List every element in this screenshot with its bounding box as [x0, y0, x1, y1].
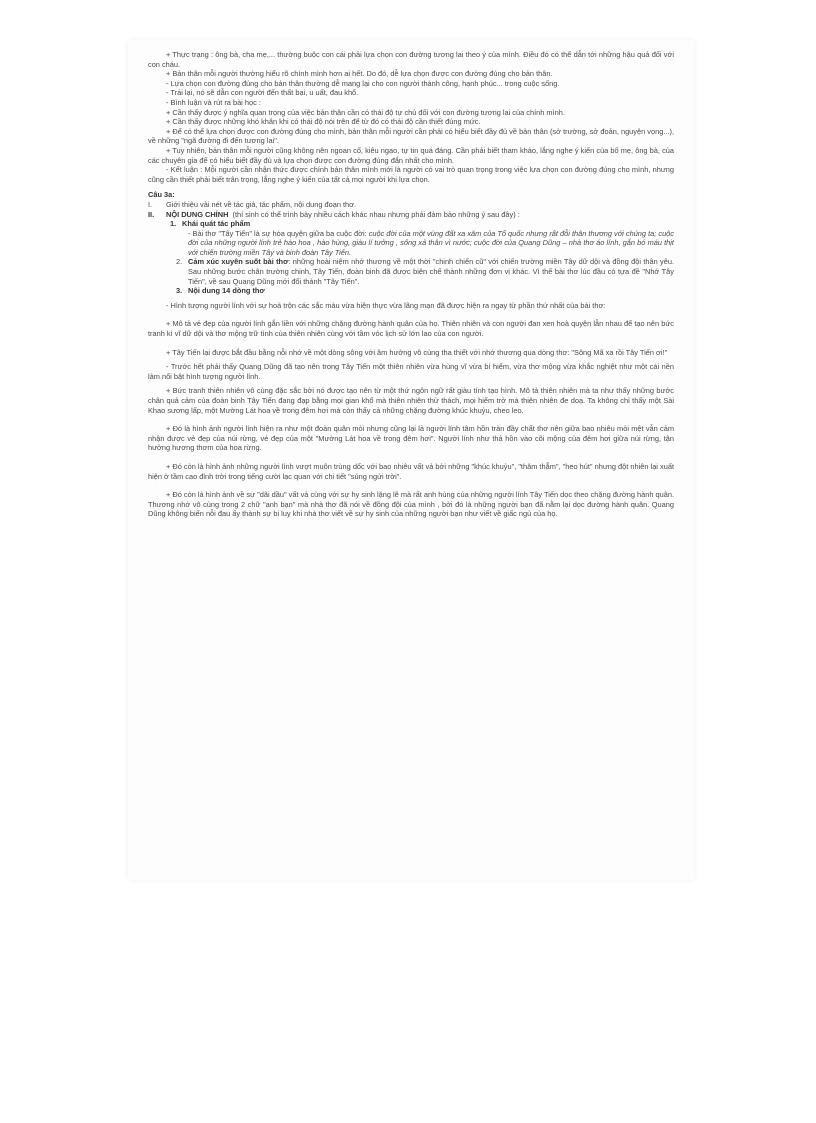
list-item [176, 286, 674, 296]
item-title: Khái quát tác phẩm [182, 219, 251, 229]
paragraph: - Lựa chọn con đường đúng cho bản thân thường dễ mang lại cho con người thành công, hạnh phúc... trong cuộc sống. [166, 78, 560, 88]
item-body [188, 257, 674, 286]
numbered-list [170, 219, 674, 229]
paragraph: + Đó còn là hình ảnh những người lính vượt muôn trùng dốc với bao nhiêu vất vả bởi những "khúc khuỷu", "thăm thẳm", "heo hút" nhưng đột nhiên lại xuất hiện ở tầm cao đỉnh trời trong tiếng cười lạc quan với chi tiết "súng ngửi trời". [148, 461, 674, 481]
paragraph: + Bản thân mỗi người thường hiểu rõ chính mình hơn ai hết. Do đó, dễ lựa chọn được con đường đúng cho bản thân. [166, 69, 553, 79]
paragraph: - Trước hết phải thấy Quang Dũng đã tạo nên trong Tây Tiến một thiên nhiên vừa hùng vĩ vừa bí hiểm, vừa thơ mộng vừa khắc nghiệt như một cái nền làm nổi bật hình tượng người lính. [148, 362, 674, 381]
section-number: I. [148, 199, 153, 209]
paragraph: + Tuy nhiên, bản thân mỗi người cũng không nên ngoan cố, kiêu ngạo, tự tin quá đáng. Cần phải biết tham khảo, lắng nghe ý kiến của bố mẹ, ông bà, của các chuyên gia để có hiểu biết đầy đủ và lựa chọn được con đường đúng đắn nhất cho mình. [148, 145, 674, 165]
document-body [148, 50, 674, 519]
question-heading: Câu 3a: [148, 190, 175, 200]
section-number: II. [148, 209, 155, 219]
item-body [188, 229, 674, 258]
paragraph: - Trái lại, nó sẽ dẫn con người đến thất bại, u uất, đau khổ. [166, 88, 359, 98]
list-item [170, 219, 674, 229]
paragraph: + Đó là hình ảnh người lính hiện ra như một đoàn quân mỏi nhưng cũng lại là người lính tâm hồn tràn đầy chất thơ nên giữa bao nhiêu mỏi mệt vẫn cảm nhận được vẻ đẹp của núi rừng, vẻ đẹp của một "Mường Lát hoa về trong đêm hơi". Người lính như thả hồn vào cõi mộng của đêm hơi giữa núi rừng, tận hưởng hương thơm của hoa rừng. [148, 424, 674, 453]
list-item [176, 257, 674, 286]
document-page [128, 40, 694, 880]
item-number: 1. [170, 219, 177, 229]
paragraph: + Cần thấy được những khó khăn khi có thái độ nói trên để từ đó có thái độ cần thiết đúng mức. [166, 117, 481, 127]
paragraph: + Cần thấy được ý nghĩa quan trọng của việc bản thân cần có thái độ tự chủ đối với con đường tương lai của chính mình. [166, 107, 565, 117]
section-main [148, 210, 674, 220]
section-title: NỘI DUNG CHÍNH [166, 209, 229, 219]
item-text: : những hoài niệm nhớ thương về một thời "chinh chiến cũ" với chiến trường miền Tây dữ dội và đồng đội thân yêu. Sau những bước chân trường chinh, Tây Tiến, đoàn binh đã được biên chế thành những đơn vị khác. Vì thế bài thơ lúc đầu có tựa đề "Nhớ Tây Tiến", về sau Quang Dũng mới đổi thành "Tây Tiến". [188, 257, 675, 286]
paragraph: - Kết luận : Mỗi người cần nhận thức được chính bản thân mình mới là người có vai trò quan trọng trong việc lựa chọn con đường đúng cho mình, nhưng cũng cần thiết phải biết trân trọng, lắng nghe ý kiến của tất cả mọi người khi lựa chọn. [148, 165, 674, 184]
item-italic-text: cuộc đời của một vùng đất xa xăm của Tổ quốc nhưng rất đỗi thân thương với chúng ta; cuộc đời của những người lính trẻ hào hoa , hào hùng, giàu lí tưởng , sống xả thân vì nước; cuộc đời của Quang Dũng – nhà thơ áo lính, gắn bó máu thịt với chiến trường miền Tây và binh đoàn Tây Tiến. [188, 228, 674, 257]
item-number: 3. [176, 286, 183, 296]
paragraph: - Bình luận và rút ra bài học : [166, 97, 261, 107]
paragraph: - Hình tượng người lính với sự hoà trộn các sắc màu vừa hiện thực vừa lãng mạn đã được hiện ra ngay từ phần thứ nhất của bài thơ: [166, 300, 606, 310]
paragraph: + Để có thể lựa chọn được con đường đúng cho mình, bản thân mỗi người cần phải có hiểu biết đầy đủ về bản thân (sở trường, sở đoản, nguyện vọng...), về những "ngã đường đi đến tương lai". [148, 126, 674, 146]
item-title: Nội dung 14 dòng thơ [188, 286, 265, 296]
numbered-list-body [176, 229, 674, 296]
item-number: 2. [176, 257, 183, 267]
paragraph: + Đó còn là hình ảnh về sự "dãi dầu" vất vả cùng với sự hy sinh lặng lẽ mà rất anh hùng của những người lính Tây Tiến dọc theo chặng đường hành quân. Thương nhớ vô cùng trong 2 chữ "anh bạn" mà nhà thơ đã nói về đồng đội của mình , bởi đó là những người bạn đã nằm lại dọc đường hành quân. Quang Dũng không biến nỗi đau ấy thành sự bi luỵ khi nhà thơ viết về sự hy sinh của những người bạn như viết về giấc ngủ của họ. [148, 490, 674, 519]
section-text: Giới thiệu vài nét về tác giả, tác phẩm, nội dung đoạn thơ. [166, 199, 357, 209]
section-text [166, 210, 674, 220]
paragraph: + Bức tranh thiên nhiên vô cùng đặc sắc bởi nó được tạo nên từ một thứ ngôn ngữ rất giàu tính tạo hình. Mô tả thiên nhiên mà ta như thấy những bước chân quả cảm của đoàn binh Tây Tiến đang đạp bằng mọi gian khổ mà thiên nhiên thử thách, mọi hiểm trở mà thiên nhiên đe doạ. Ta không chỉ thấy một Sài Khao sương lấp, một Mường Lát hoa về trong đêm hơi mà còn thấy cả những chặng đường khúc khuỷu, cheo leo. [148, 386, 674, 415]
item-lead: - Bài thơ "Tây Tiến" là sự hòa quyện giữa ba cuộc đời: [188, 228, 369, 238]
section-intro [148, 200, 674, 210]
section-note: (thí sinh có thể trình bày nhiều cách khác nhau nhưng phải đảm bảo những ý sau đây) : [232, 209, 520, 219]
paragraph: + Thực trạng : ông bà, cha mẹ,... thường buộc con cái phải lựa chọn con đường tương lai theo ý của mình. Điều đó có thể dẫn tới những hậu quả đối với con cháu. [148, 50, 674, 69]
item-title: Cảm xúc xuyên suốt bài thơ [188, 257, 289, 267]
paragraph: + Mô tả vẻ đẹp của người lính gắn liền với những chặng đường hành quân của họ. Thiên nhiên và con người đan xen hoà quyện lẫn nhau để tạo nên bức tranh kì vĩ dữ dội và thơ mộng trữ tình của thiên nhiên cùng với tầm vóc lịch sử lớn lao của con người. [148, 319, 674, 339]
paragraph: + Tây Tiến lại được bắt đầu bằng nỗi nhớ về một dòng sông với âm hưởng vô cùng tha thiết với nhớ thương qua dòng thơ: "Sông Mã xa rồi Tây Tiến ơi!" [166, 347, 668, 357]
